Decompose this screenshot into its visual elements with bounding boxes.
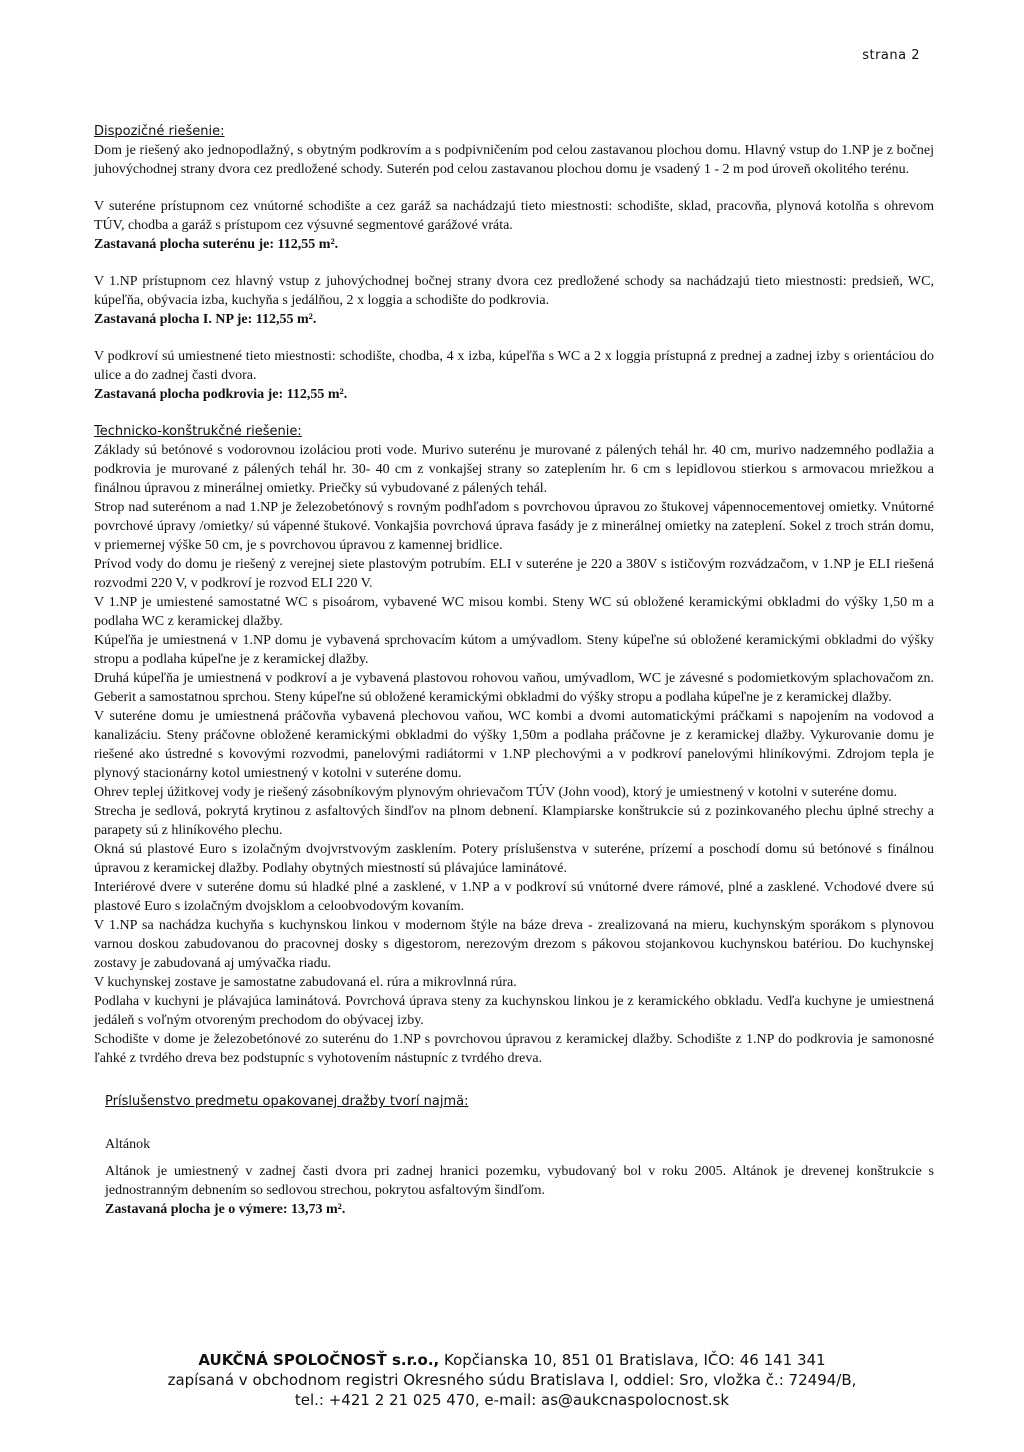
- technicko-paragraph: V kuchynskej zostave je samostatne zabudovaná el. rúra a mikrovlnná rúra.: [94, 975, 517, 990]
- suteren-text: V suteréne prístupnom cez vnútorné schodište a cez garáž sa nachádzajú tieto miestnosti: schodište, sklad, pracovňa, plynová kotolňa s ohrevom TÚV, chodba a garáž s prístupom cez výsuvné segmentové garážové vráta.: [94, 199, 934, 233]
- footer: [0, 1350, 1024, 1410]
- technicko-paragraph: Strecha je sedlová, pokrytá krytinou z asfaltových šindľov na plnom debnení. Klampiarske konštrukcie sú z pozinkovaného plechu úplné strechy a parapety sú z hliníkového plechu.: [94, 804, 934, 838]
- footer-line-2: zapísaná v obchodnom registri Okresného súdu Bratislava I, oddiel: Sro, vložka č.: 72494/B,: [167, 1371, 857, 1389]
- technicko-paragraph: Podlaha v kuchyni je plávajúca laminátová. Povrchová úprava steny za kuchynskou linkou je z keramického obkladu. Vedľa kuchyne je umiestnená jedáleň s voľným otvoreným prechodom do obývacej izby.: [94, 994, 934, 1028]
- technicko-paragraph: V suteréne domu je umiestnená práčovňa vybavená plechovou vaňou, WC kombi a dvomi automatickými práčkami s napojením na vodovod a kanalizáciu. Steny práčovne obložené keramickými obkladmi do výšky 1,50m a podlaha práčovne je z keramickej dlažby. Vykurovanie domu je riešené ako ústredné s kovovými rozvodmi, panelovými radiátormi v 1.NP plechovými a v podkroví panelovými hliníkovými. Zdrojom tepla je plynový stacionárny kotol umiestnený v kotolni v suteréne domu.: [94, 709, 934, 781]
- technicko-paragraph: Schodište v dome je železobetónové zo suterénu do 1.NP s povrchovou úpravou z keramickej dlažby. Schodište z 1.NP do podkrovia je samonosné ľahké z tvrdého dreva bez podstupníc s vyhotovením nástupníc z tvrdého dreva.: [94, 1032, 934, 1066]
- technicko-paragraph: Kúpeľňa je umiestnená v 1.NP domu je vybavená sprchovacím kútom a umývadlom. Steny kúpeľne sú obložené keramickými obkladmi do výšky stropu a podlaha kúpeľne je z keramickej dlažby.: [94, 633, 934, 667]
- section-heading-dispozicne: Dispozičné riešenie:: [94, 124, 225, 139]
- technicko-paragraphs: [94, 441, 934, 1068]
- np1-text: V 1.NP prístupnom cez hlavný vstup z juhovýchodnej bočnej strany dvora cez predložené schody sa nachádzajú tieto miestnosti: predsieň, WC, kúpeľňa, obývacia izba, kuchyňa s jedálňou, 2 x loggia a schodište do podkrovia.: [94, 274, 934, 308]
- section-heading-technicko: Technicko-konštrukčné riešenie:: [94, 424, 302, 439]
- altanok-text: Altánok je umiestnený v zadnej časti dvora pri zadnej hranici pozemku, vybudovaný bol v roku 2005. Altánok je drevenej konštrukcie s jednostranným debnením so sedlovou strechou, pokrytou asfaltovým šindľom.: [105, 1164, 934, 1198]
- altanok-title: Altánok: [105, 1137, 151, 1152]
- footer-address: Kopčianska 10, 851 01 Bratislava, IČO: 46 141 341: [439, 1351, 826, 1369]
- technicko-paragraph: V 1.NP je umiestené samostatné WC s pisoárom, vybavené WC misou kombi. Steny WC sú obložené keramickými obkladmi do výšky 1,50 m a podlaha WC z keramickej dlažby.: [94, 595, 934, 629]
- technicko-paragraph: Druhá kúpeľňa je umiestnená v podkroví a je vybavená plastovou rohovou vaňou, umývadlom, WC je závesné s podomietkovým splachovačom zn. Geberit a samostatnou sprchou. Steny kúpeľne sú obložené keramickými obkladmi do výšky stropu a podlaha kúpeľne je z keramickej dlažby.: [94, 671, 934, 705]
- footer-line-3: tel.: +421 2 21 025 470, e-mail: as@aukcnaspolocnost.sk: [294, 1391, 730, 1409]
- section-heading-prislusenstvo: Príslušenstvo predmetu opakovanej dražby tvorí najmä:: [105, 1094, 469, 1109]
- podkrovie-text: V podkroví sú umiestnené tieto miestnosti: schodište, chodba, 4 x izba, kúpeľňa s WC a 2 x loggia prístupná z prednej a zadnej izby s orientáciou do ulice a do zadnej časti dvora.: [94, 349, 934, 383]
- document-body: [94, 122, 934, 1219]
- podkrovie-area: Zastavaná plocha podkrovia je: 112,55 m².: [94, 387, 348, 402]
- np1-area: Zastavaná plocha I. NP je: 112,55 m².: [94, 312, 317, 327]
- altanok-area: Zastavaná plocha je o výmere: 13,73 m².: [105, 1202, 346, 1217]
- technicko-paragraph: Ohrev teplej úžitkovej vody je riešený zásobníkovým plynovým ohrievačom TÚV (John vood), ktorý je umiestnený v kotolni v suteréne domu.: [94, 785, 898, 800]
- dispozicne-intro: Dom je riešený ako jednopodlažný, s obytným podkrovím a s podpivničením pod celou zastavanou plochou domu. Hlavný vstup do 1.NP je z bočnej juhovýchodnej strany dvora cez predložené schody. Suterén pod celou zastavanou plochou domu je vsadený 1 - 2 m pod úroveň okolitého terénu.: [94, 143, 934, 177]
- footer-company: AUKČNÁ SPOLOČNOSŤ s.r.o.,: [198, 1351, 440, 1369]
- technicko-paragraph: V 1.NP sa nachádza kuchyňa s kuchynskou linkou v modernom štýle na báze dreva - zrealizovaná na mieru, kuchynským sporákom s plynovou varnou doskou zabudovanou do pracovnej dosky s digestorom, nerezovým drezom s pákovou stojankovou kuchynskou batériou. Do kuchynskej zostavy je zabudovaná aj umývačka riadu.: [94, 918, 934, 971]
- footer-line-1: [0, 1350, 1024, 1370]
- technicko-paragraph: Interiérové dvere v suteréne domu sú hladké plné a zasklené, v 1.NP a v podkroví sú vnútorné dvere rámové, plné a zasklené. Vchodové dvere sú plastové Euro s izolačným dvojsklom a celoobvodovým kovaním.: [94, 880, 934, 914]
- technicko-paragraph: Základy sú betónové s vodorovnou izoláciou proti vode. Murivo suterénu je murované z pálených tehál hr. 40 cm, murivo nadzemného podlažia a podkrovia je murované z pálených tehál hr. 30- 40 cm z vonkajšej strany so zateplením hr. 6 cm s lepidlovou stierkou s armovacou mriežkou a finálnou úpravou z minerálnej omietky. Priečky sú vybudované z pálených tehál.: [94, 443, 934, 496]
- page-number: strana 2: [862, 48, 920, 63]
- suteren-area: Zastavaná plocha suterénu je: 112,55 m².: [94, 237, 339, 252]
- prislusenstvo-section: [105, 1092, 934, 1219]
- technicko-paragraph: Strop nad suterénom a nad 1.NP je železobetónový s rovným podhľadom s povrchovou úpravou zo štukovej vápennocementovej omietky. Vnútorné povrchové úpravy /omietky/ sú vápenné štukové. Vonkajšia povrchová úprava fasády je z minerálnej omietky na zateplení. Sokel z troch strán domu, v priemernej výške 50 cm, je s povrchovou úpravou z kamennej bridlice.: [94, 500, 934, 553]
- technicko-paragraph: Prívod vody do domu je riešený z verejnej siete plastovým potrubím. ELI v suteréne je 220 a 380V s ističovým rozvádzačom, v 1.NP je ELI riešená rozvodmi 220 V, v podkroví je rozvod ELI 220 V.: [94, 557, 934, 591]
- technicko-paragraph: Okná sú plastové Euro s izolačným dvojvrstvovým zasklením. Potery príslušenstva v suteréne, prízemí a poschodí domu sú betónové s finálnou úpravou z keramickej dlažby. Podlahy obytných miestností sú plávajúce laminátové.: [94, 842, 934, 876]
